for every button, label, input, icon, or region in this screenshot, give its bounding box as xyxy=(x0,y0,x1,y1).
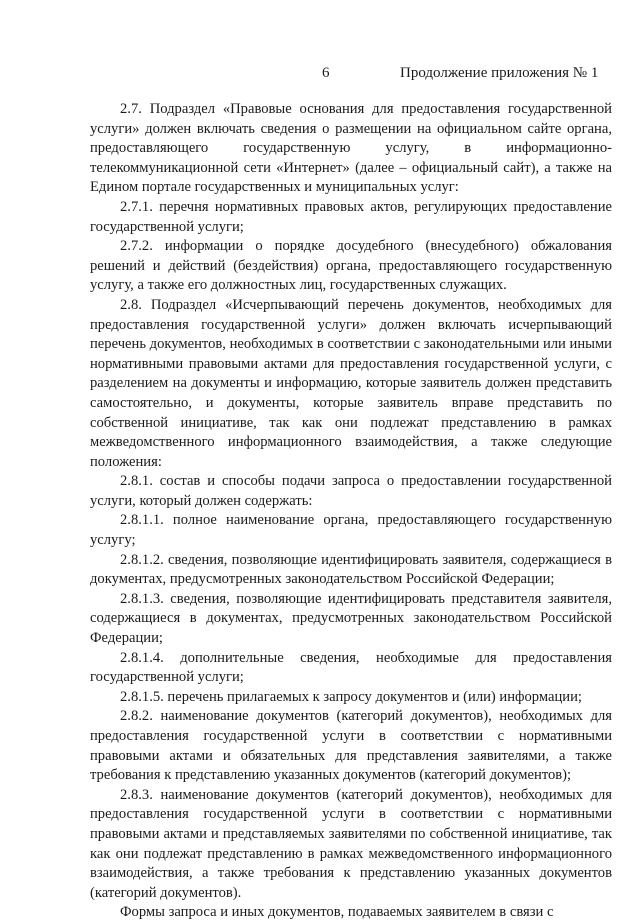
appendix-continuation-note: Продолжение приложения № 1 xyxy=(400,65,599,81)
paragraph-2-8: 2.8. Подраздел «Исчерпывающий перечень документов, необходимых для предоставления государственной услуги» должен включать исчерпывающий перечень документов, необходимых в соответствии с законодательными или иными нормативными правовыми актами для предоставления государственной услуги, с разделением на документы и информацию, которые заявитель должен представить самостоятельно, и документы, которые заявитель вправе представить по собственной инициативе, так как они подлежат представлению в рамках межведомственного информационного взаимодействия, а также следующие положения: xyxy=(90,296,612,470)
page-number: 6 xyxy=(322,65,330,81)
paragraph-forms: Формы запроса и иных документов, подаваемых заявителем в связи с xyxy=(120,904,554,921)
paragraph-2-8-1: 2.8.1. состав и способы подачи запроса о предоставлении государственной услуги, который должен содержать: xyxy=(90,473,612,509)
paragraph-2-8-3: 2.8.3. наименование документов (категорий документов), необходимых для предоставления государственной услуги в соответствии с нормативными правовыми актами и представляемых заявителями по собственной инициативе, так как они подлежат представлению в рамках межведомственного информационного взаимодействия, а также требования к представлению указанных документов (категорий документов). xyxy=(90,786,612,901)
paragraph-2-8-1-4: 2.8.1.4. дополнительные сведения, необходимые для предоставления государственной услуги; xyxy=(90,649,612,686)
paragraph-2-8-1-2: 2.8.1.2. сведения, позволяющие идентифицировать заявителя, содержащиеся в документах, предусмотренных законодательством Российской Федерации; xyxy=(90,551,612,588)
paragraph-2-8-1-3: 2.8.1.3. сведения, позволяющие идентифицировать представителя заявителя, содержащиеся в документах, предусмотренных законодательством Российской Федерации; xyxy=(90,590,612,647)
paragraph-2-8-2: 2.8.2. наименование документов (категорий документов), необходимых для предоставления государственной услуги в соответствии с нормативными правовыми актами и обязательных для представления заявителями, а также требования к представлению указанных документов (категорий документов); xyxy=(90,708,612,784)
paragraph-2-8-1-5: 2.8.1.5. перечень прилагаемых к запросу документов и (или) информации; xyxy=(120,688,582,705)
paragraph-2-8-1-1: 2.8.1.1. полное наименование органа, предоставляющего государственную услугу; xyxy=(90,512,612,549)
paragraph-2-7: 2.7. Подраздел «Правовые основания для предоставления государственной услуги» должен включать сведения о размещении на официальном сайте органа, предоставляющего государственную услугу, в информационно-телекоммуникационной сети «Интернет» (далее – официальный сайт), а также на Едином портале государственных и муниципальных услуг: xyxy=(90,101,612,196)
paragraph-2-7-2: 2.7.2. информации о порядке досудебного (внесудебного) обжалования решений и действий (бездействия) органа, предоставляющего государственную услугу, а также его должностных лиц, государственных служащих. xyxy=(90,238,612,294)
paragraph-2-7-1: 2.7.1. перечня нормативных правовых актов, регулирующих предоставление государственной услуги; xyxy=(90,198,612,235)
document-body xyxy=(90,100,612,923)
